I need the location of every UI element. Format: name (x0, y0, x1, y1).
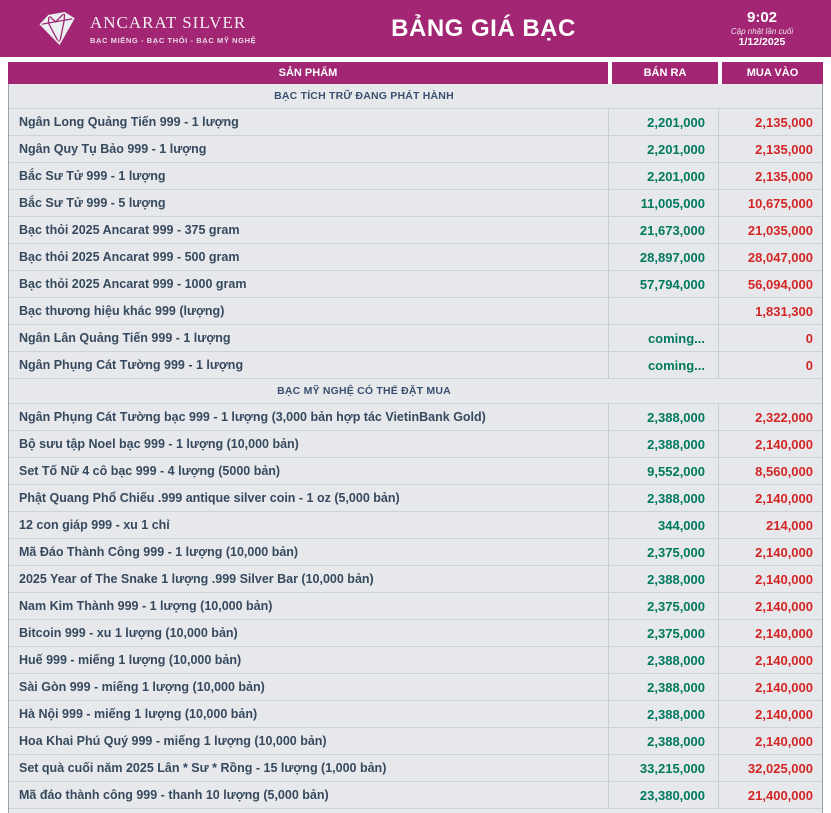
update-time: 9:02 (746, 9, 778, 27)
sell-price: 23,380,000 (608, 782, 718, 808)
sell-price: 2,388,000 (608, 431, 718, 457)
product-name: Ngân Long Quảng Tiến 999 - 1 lượng (19, 115, 239, 129)
table-row (9, 163, 822, 190)
sell-price: coming... (608, 352, 718, 378)
sell-price: coming... (608, 325, 718, 351)
buy-price: 0 (718, 325, 822, 351)
buy-price: 32,025,000 (718, 755, 822, 781)
buy-price: 21,035,000 (718, 217, 822, 243)
table-row (9, 217, 822, 244)
sell-price: 2,388,000 (608, 701, 718, 727)
brand-logo (30, 9, 260, 49)
table-row (9, 271, 822, 298)
product-name: Bộ sưu tập Noel bạc 999 - 1 lượng (10,000 bản) (19, 437, 299, 451)
brand-name: ANCARAT SILVER (90, 12, 247, 32)
product-name: Ngân Phụng Cát Tường 999 - 1 lượng (19, 358, 244, 372)
sell-price: 2,201,000 (608, 109, 718, 135)
buy-price: 8,560,000 (718, 458, 822, 484)
table-row (9, 352, 822, 379)
table-row (9, 325, 822, 352)
sell-price: 2,388,000 (608, 404, 718, 430)
product-name: Mã Đáo Thành Công 999 - 1 lượng (10,000 bản) (19, 545, 299, 559)
buy-price: 214,000 (718, 512, 822, 538)
sell-price: 2,201,000 (608, 136, 718, 162)
product-name: Ngân Lân Quảng Tiến 999 - 1 lượng (19, 331, 231, 345)
column-header-sell: BÁN RA (612, 62, 718, 84)
table-row (9, 539, 822, 566)
page-title: BẢNG GIÁ BẠC (391, 14, 576, 42)
buy-price: 0 (718, 352, 822, 378)
sell-price: 2,388,000 (608, 485, 718, 511)
sell-price: 2,388,000 (608, 674, 718, 700)
buy-price: 2,140,000 (718, 539, 822, 565)
table-row (9, 485, 822, 512)
product-name: Mã đáo thành công 999 - thanh 10 lượng (5,000 bản) (19, 788, 329, 802)
table-row (9, 674, 822, 701)
product-name: Bạc thỏi 2025 Ancarat 999 - 375 gram (19, 223, 240, 237)
update-time-box (707, 9, 817, 48)
product-name: Hà Nội 999 - miếng 1 lượng (10,000 bản) (19, 707, 258, 721)
brand-tagline: BẠC MIẾNG - BẠC THỎI - BẠC MỸ NGHỆ (90, 35, 257, 45)
sell-price: 33,215,000 (608, 755, 718, 781)
table-row (9, 620, 822, 647)
table-row (9, 728, 822, 755)
sell-price: 2,201,000 (608, 163, 718, 189)
buy-price: 56,094,000 (718, 271, 822, 297)
product-name: Set Tố Nữ 4 cô bạc 999 - 4 lượng (5000 bản) (19, 464, 281, 478)
buy-price: 2,140,000 (718, 647, 822, 673)
diamond-icon (30, 9, 82, 49)
buy-price: 2,140,000 (718, 701, 822, 727)
table-row (9, 136, 822, 163)
sell-price: 2,375,000 (608, 620, 718, 646)
sell-price: 28,897,000 (608, 244, 718, 270)
sell-price: 2,388,000 (608, 728, 718, 754)
buy-price: 2,140,000 (718, 431, 822, 457)
product-name: Sài Gòn 999 - miếng 1 lượng (10,000 bản) (19, 680, 265, 694)
buy-price: 2,140,000 (718, 485, 822, 511)
product-name: Bạc thỏi 2025 Ancarat 999 - 500 gram (19, 250, 240, 264)
product-name: Bitcoin 999 - xu 1 lượng (10,000 bản) (19, 626, 238, 640)
product-name: Bạc thương hiệu khác 999 (lượng) (19, 304, 225, 318)
table-row (9, 190, 822, 217)
top-bar (0, 0, 831, 57)
product-name: 12 con giáp 999 - xu 1 chỉ (19, 518, 170, 532)
table-row (9, 593, 822, 620)
buy-price: 2,140,000 (718, 674, 822, 700)
buy-price: 2,140,000 (718, 566, 822, 592)
price-table-body (8, 84, 823, 813)
product-name: Phật Quang Phổ Chiếu .999 antique silver coin - 1 oz (5,000 bản) (19, 491, 400, 505)
sell-price: 2,375,000 (608, 593, 718, 619)
section-title: BẠC TÍCH TRỮ ĐANG PHÁT HÀNH (274, 90, 454, 102)
table-row (9, 404, 822, 431)
table-row (9, 701, 822, 728)
sell-price: 2,388,000 (608, 566, 718, 592)
table-row (9, 566, 822, 593)
product-name: 2025 Year of The Snake 1 lượng .999 Silver Bar (10,000 bản) (19, 572, 374, 586)
sell-price: 21,673,000 (608, 217, 718, 243)
table-column-headers (8, 62, 823, 84)
sell-price: 57,794,000 (608, 271, 718, 297)
product-name: Huế 999 - miếng 1 lượng (10,000 bản) (19, 653, 242, 667)
column-header-buy: MUA VÀO (722, 62, 823, 84)
buy-price: 21,400,000 (718, 782, 822, 808)
buy-price: 2,140,000 (718, 593, 822, 619)
section-header-row (9, 84, 822, 109)
buy-price: 2,322,000 (718, 404, 822, 430)
product-name: Hoa Khai Phú Quý 999 - miếng 1 lượng (10,000 bản) (19, 734, 327, 748)
buy-price: 2,140,000 (718, 620, 822, 646)
product-name: Bắc Sư Tử 999 - 1 lượng (19, 169, 166, 183)
table-row (9, 109, 822, 136)
buy-price: 1,831,300 (718, 298, 822, 324)
sell-price: 344,000 (608, 512, 718, 538)
sell-price: 2,375,000 (608, 539, 718, 565)
product-name: Set quà cuối năm 2025 Lân * Sư * Rồng - 15 lượng (1,000 bản) (19, 761, 387, 775)
buy-price: 28,047,000 (718, 244, 822, 270)
section-title: BẠC MỸ NGHỆ CÓ THỂ ĐẶT MUA (277, 385, 451, 397)
product-name: Bạc thỏi 2025 Ancarat 999 - 1000 gram (19, 277, 247, 291)
table-row (9, 244, 822, 271)
product-name: Ngân Phụng Cát Tường bạc 999 - 1 lượng (3,000 bản hợp tác VietinBank Gold) (19, 410, 486, 424)
table-row (9, 431, 822, 458)
table-row (9, 298, 822, 325)
sell-price: 9,552,000 (608, 458, 718, 484)
product-name: Ngân Quy Tụ Bảo 999 - 1 lượng (19, 142, 207, 156)
buy-price: 10,675,000 (718, 190, 822, 216)
table-row (9, 512, 822, 539)
sell-price: 2,388,000 (608, 647, 718, 673)
table-row (9, 647, 822, 674)
buy-price: 2,135,000 (718, 136, 822, 162)
table-row (9, 458, 822, 485)
product-name: Nam Kim Thành 999 - 1 lượng (10,000 bản) (19, 599, 273, 613)
table-row (9, 782, 822, 809)
sell-price (608, 298, 718, 324)
update-date: 1/12/2025 (738, 35, 786, 48)
update-label: Cập nhật lần cuối (730, 26, 794, 36)
product-name: Bắc Sư Tử 999 - 5 lượng (19, 196, 166, 210)
column-header-product: SẢN PHẨM (8, 62, 608, 84)
buy-price: 2,135,000 (718, 163, 822, 189)
section-header-row (9, 379, 822, 404)
sell-price: 11,005,000 (608, 190, 718, 216)
table-row (9, 755, 822, 782)
buy-price: 2,140,000 (718, 728, 822, 754)
buy-price: 2,135,000 (718, 109, 822, 135)
